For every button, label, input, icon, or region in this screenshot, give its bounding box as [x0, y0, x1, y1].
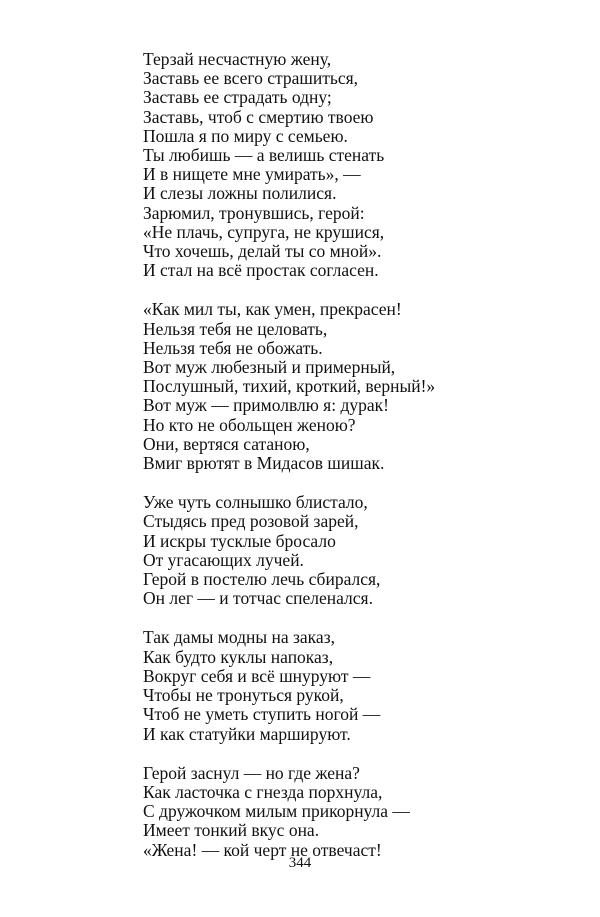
stanza-3 — [143, 493, 583, 608]
poem-line: И стал на всё простак согласен. — [143, 260, 379, 281]
poem-line: Чтоб не уметь ступить ногой — — [143, 704, 381, 725]
poem-line: Чтобы не тронуться рукой, — [143, 685, 344, 706]
poem-line: Уже чуть солнышко блистало, — [143, 492, 368, 513]
poem-line: Заставь ее всего страшиться, — [143, 68, 359, 89]
poem-line: Зарюмил, тронувшись, герой: — [143, 202, 365, 223]
poem-text — [143, 50, 583, 880]
poem-line: И слезы ложны полилися. — [143, 183, 337, 204]
poem-line: Так дамы модны на заказ, — [143, 627, 335, 648]
poem-line: И как статуйки маршируют. — [143, 723, 351, 744]
poem-line: Но кто не обольщен женою? — [143, 414, 356, 435]
poem-line: И искры тусклые бросало — [143, 530, 336, 551]
poem-line: Вот муж — примолвлю я: дурак! — [143, 395, 389, 416]
stanza-4 — [143, 628, 583, 743]
poem-line: Он лег — и тотчас спеленался. — [143, 588, 373, 609]
poem-line: Имеет тонкий вкус она. — [143, 820, 320, 841]
poem-line: Ты любишь — а велишь стенать — [143, 145, 385, 166]
stanza-5 — [143, 764, 583, 860]
stanza-1 — [143, 50, 583, 280]
poem-line: Вокруг себя и всё шнуруют — — [143, 665, 371, 686]
poem-line: Нельзя тебя не целовать, — [143, 318, 328, 339]
poem-line: Вот муж любезный и примерный, — [143, 357, 396, 378]
poem-line: Они, вертяся сатаною, — [143, 433, 310, 454]
poem-line: От угасающих лучей. — [143, 549, 304, 570]
poem-line: «Как мил ты, как умен, прекрасен! — [143, 299, 402, 320]
poem-line: Заставь, чтоб с смертию твоею — [143, 106, 374, 127]
poem-line: Нельзя тебя не обожать. — [143, 337, 323, 358]
poem-line: Что хочешь, делай ты со мной». — [143, 241, 382, 262]
poem-line: Стыдясь пред розовой зарей, — [143, 511, 359, 532]
poem-line: Как будто куклы напоказ, — [143, 646, 334, 667]
poem-line: Заставь ее страдать одну; — [143, 87, 332, 108]
poem-line: Послушный, тихий, кроткий, верный!» — [143, 376, 436, 397]
poem-line: Вмиг врютят в Мидасов шишак. — [143, 453, 385, 474]
page-number: 344 — [288, 855, 312, 871]
stanza-2 — [143, 300, 583, 473]
poem-line: Терзай несчастную жену, — [143, 49, 332, 69]
poem-line: С дружочком милым прикорнула — — [143, 801, 410, 822]
poem-line: Пошла я по миру с семьею. — [143, 125, 348, 146]
poem-line: Герой в постелю лечь сбирался, — [143, 569, 381, 590]
poem-line: «Не плачь, супруга, не крушися, — [143, 221, 385, 242]
poem-line: «Жена! — кой черт не отвечаст! — [143, 839, 382, 860]
poem-line: И в нищете мне умирать», — — [143, 164, 361, 185]
poem-line: Как ласточка с гнезда порхнула, — [143, 781, 383, 802]
poem-line: Герой заснул — но где жена? — [143, 762, 360, 783]
